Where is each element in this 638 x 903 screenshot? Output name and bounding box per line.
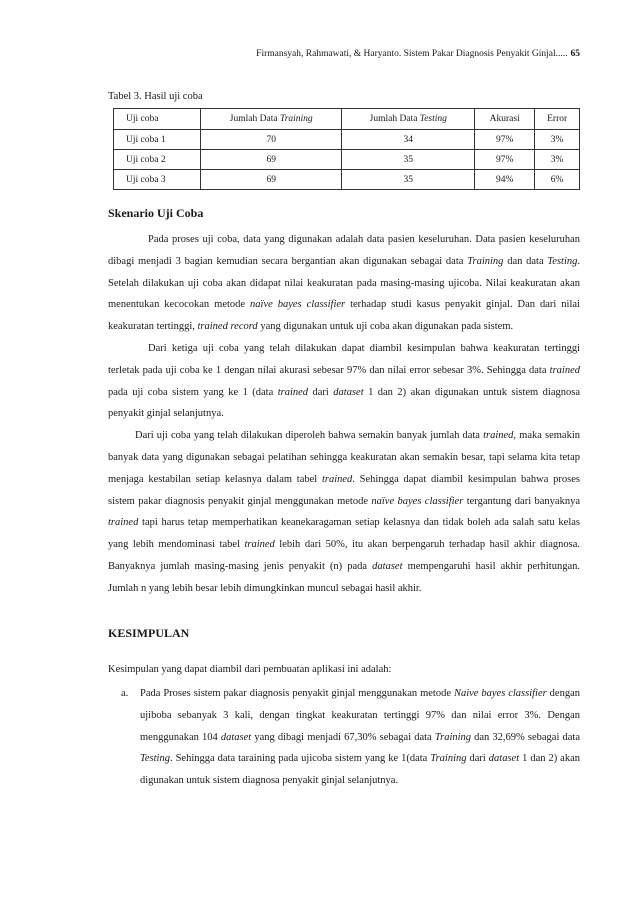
table-caption: Tabel 3. Hasil uji coba [108,91,203,102]
table-cell: Uji coba 1 [114,130,201,150]
paragraph: Pada proses uji coba, data yang digunakan adalah data pasien keseluruhan. Data pasien keseluruhan dibagi menjadi 3 bagian kemudian secara bergantian akan digunakan sebagai data Training dan data Testing. Setelah dilakukan uji coba akan didapat nilai keakuratan pada masing-masing ujicoba. Nilai keakuratan akan menentukan kecocokan metode naïve bayes classifier terhadap studi kasus penyakit ginjal. Dan dari nilai keakuratan tertinggi, trained record yang digunakan untuk uji coba akan digunakan pada sistem. [108,234,580,333]
table-row [114,150,580,170]
column-header: Akurasi [475,109,535,130]
column-header: Error [535,109,580,130]
table-cell: 3% [535,150,580,170]
page-number: 65 [570,49,580,59]
table-cell: 3% [535,130,580,150]
table-row [114,170,580,190]
list-marker: a. [121,688,129,699]
conclusion-intro: Kesimpulan yang dapat diambil dari pembuatan aplikasi ini adalah: [108,664,392,675]
table-cell: 35 [342,150,475,170]
table-cell: 69 [201,170,342,190]
conclusion-list-item [121,683,580,792]
running-header [256,49,580,59]
running-title: Firmansyah, Rahmawati, & Haryanto. Sistem Pakar Diagnosis Penyakit Ginjal..... [256,49,568,59]
section-heading-kesimpulan: KESIMPULAN [108,626,190,640]
column-header: Jumlah Data Training [201,109,342,130]
table-cell: 34 [342,130,475,150]
table-cell: 6% [535,170,580,190]
section-heading-skenario: Skenario Uji Coba [108,206,204,220]
section-body-skenario [108,229,580,600]
list-item-text: Pada Proses sistem pakar diagnosis penyakit ginjal menggunakan metode Naive bayes classifier dengan ujiboba sebanyak 3 kali, dengan tingkat keakuratan tertinggi 97% dan nilai error 3%. Dengan menggunakan 104 dataset yang dibagi menjadi 67,30% sebagai data Training dan 32,69% sebagai data Testing. Sehingga data taraining pada ujicoba sistem yang ke 1(data Training dari dataset 1 dan 2) akan digunakan untuk sistem diagnosa penyakit ginjal selanjutnya. [140,688,580,787]
results-table [113,108,580,190]
table-cell: 97% [475,150,535,170]
table-cell: 69 [201,150,342,170]
table-cell: 97% [475,130,535,150]
table-cell: 94% [475,170,535,190]
paragraph: Dari uji coba yang telah dilakukan diperoleh bahwa semakin banyak jumlah data trained, maka semakin banyak data yang digunakan sebagai pelatihan sehingga keakuratan akan semakin besar, tapi selama kita tetap menjaga kestabilan setiap kelasnya dalam tabel trained. Sehingga dapat diambil kesimpulan bahwa proses sistem pakar diagnosis penyakit ginjal menggunakan metode naïve bayes classifier tergantung dari banyaknya trained tapi harus tetap memperhatikan keanekaragaman setiap kelasnya dan tidak boleh ada salah satu kelas yang lebih mendominasi tabel trained lebih dari 50%, itu akan berpengaruh terhadap hasil akhir diagnosa. Banyaknya jumlah masing-masing jenis penyakit (n) pada dataset mempengaruhi hasil akhir perhitungan. Jumlah n yang lebih besar lebih dimungkinkan muncul sebagai hasil akhir. [108,430,581,594]
column-header: Uji coba [114,109,201,130]
paragraph: Dari ketiga uji coba yang telah dilakukan dapat diambil kesimpulan bahwa keakuratan tertinggi terletak pada uji coba ke 1 dengan nilai akurasi sebesar 97% dan nilai error sebesar 3%. Sehingga data trained pada uji coba sistem yang ke 1 (data trained dari dataset 1 dan 2) akan digunakan untuk sistem diagnosa penyakit ginjal selanjutnya. [108,342,581,420]
table-header-row [114,109,580,130]
table-row [114,130,580,150]
table-cell: 70 [201,130,342,150]
table-cell: 35 [342,170,475,190]
table-cell: Uji coba 3 [114,170,201,190]
table-cell: Uji coba 2 [114,150,201,170]
column-header: Jumlah Data Testing [342,109,475,130]
